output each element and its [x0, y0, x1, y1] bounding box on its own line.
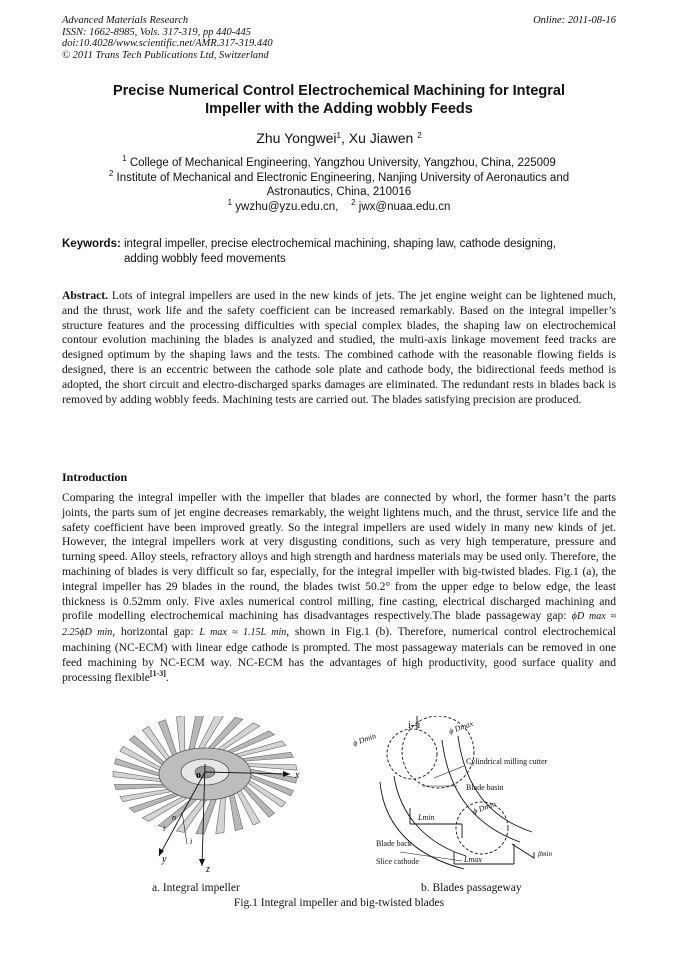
- title-line-2: Impeller with the Adding wobbly Feeds: [205, 101, 473, 117]
- label-beta-min: βmin: [538, 850, 552, 858]
- dmin-circle-left: [387, 729, 437, 779]
- email-1-sup: 1: [227, 197, 233, 207]
- beta-angle: [512, 844, 534, 858]
- formula-dmax: ϕD max ≈ 2.25ϕD min: [62, 611, 616, 639]
- label-dmax: ϕ Dmax: [447, 718, 475, 736]
- copyright: © 2011 Trans Tech Publications Ltd, Switzerland: [62, 49, 269, 61]
- keywords-label: Keywords:: [62, 238, 121, 250]
- affiliations: [62, 156, 616, 214]
- impeller-blade: [245, 764, 297, 771]
- impeller-blade: [114, 784, 167, 789]
- email-2-sup: 2: [351, 197, 356, 207]
- affiliation-2-cont: Astronautics, China, 210016: [266, 186, 412, 198]
- doi: doi:10.4028/www.scientific.net/AMR.317-319.440: [62, 38, 273, 49]
- intro-text-1: Comparing the integral impeller with the impeller that blades are connected by whorl, the former hasn’t the parts joints, the parts sum of jet engine decreases remarkably, the weight lightens much, and the thrust, service life and the safety coefficient have been improved greatly. So the integral impellers are used widely in many new kinds of jet. However, the integral impellers work at very disgusting conditions, such as very high temperature, pressure and turning speed. Alloy steels, refractory alloys and high strength and hardness materials may be used only. Therefore, the machining of blades is very difficult so far, especially, for the integral impeller with big-twisted blades. Fig.1 (a), the integral impeller has 29 blades in the round, the blades twist 50.2° from the upper edge to below edge, the least thickness is 0.52mm only. Five axles numerical control milling, fine casting, electrical discharged machining and profile modelling electrochemical machining has disadvantages respectively.The blade passageway gap:: [62, 491, 616, 623]
- paper-title: [62, 82, 616, 118]
- label-n: n: [172, 813, 176, 822]
- label-blade-back: Blade back: [376, 839, 412, 848]
- label-slice-cathode: Slice cathode: [376, 857, 419, 866]
- label-i-1: i: [163, 824, 166, 833]
- label-x: x: [295, 770, 300, 781]
- author-1-sup: 1: [336, 131, 341, 140]
- online-date: Online: 2011-08-16: [533, 15, 616, 26]
- intro-text-2: , horizontal gap:: [112, 625, 200, 639]
- keywords-line-1: integral impeller, precise electrochemical machining, shaping law, cathode designing,: [124, 238, 557, 250]
- label-section: i--i: [408, 720, 421, 731]
- affil-2-text-1: Institute of Mechanical and Electronic Engineering, Nanjing University of Aeronautics and: [116, 171, 570, 184]
- impeller-drawing: [113, 716, 300, 875]
- title-line-1: Precise Numerical Control Electrochemical Machining for Integral: [112, 83, 566, 99]
- authors: [62, 130, 616, 146]
- journal-header: [62, 15, 273, 61]
- caption-a: a. Integral impeller: [152, 882, 240, 894]
- author-2: Xu Jiawen: [348, 130, 414, 146]
- keywords-line-2: adding wobbly feed movements: [124, 253, 286, 265]
- introduction-heading: Introduction: [62, 470, 128, 484]
- introduction-paragraph: [62, 491, 616, 685]
- author-1: Zhu Yongwei: [256, 130, 337, 146]
- email-1[interactable]: ywzhu@yzu.edu.cn,: [235, 200, 339, 213]
- impeller-blade: [216, 796, 226, 833]
- email-2[interactable]: jwx@nuaa.edu.cn: [358, 200, 451, 213]
- impeller-blade: [248, 769, 297, 784]
- author-2-sup: 2: [417, 131, 422, 140]
- label-blade-basin: Blade basin: [466, 783, 504, 792]
- affil-1-sup: 1: [122, 154, 127, 163]
- author-sep: ,: [340, 130, 349, 146]
- affiliation-1: [62, 156, 616, 171]
- label-lmax: Lmax: [464, 855, 482, 864]
- label-o: o: [196, 770, 201, 781]
- citation[interactable]: [1-3]: [149, 668, 166, 678]
- issn: ISSN: 1662-8985, Vols. 317-319, pp 440-445: [62, 26, 251, 38]
- figure-1: [62, 716, 616, 916]
- intro-end: .: [165, 670, 169, 684]
- blade-back-curve: [380, 782, 464, 869]
- abstract-text: Lots of integral impellers are used in the new kinds of jets. The jet engine weight can be lightened much, and the thrust, work life and the safety coefficient can be increased remarkably. Based on the integral impeller’s structure features and the processing difficulties with special complex blades, the shaping law on electrochemical contour evolution machining the blades is analyzed and studied, the multi-axis linkage movement feed tracks are designed optimum by the shaping laws and the tests. The combined cathode with the reasonable flowing fields is designed, there is an eccentric between the cathode sole plate and cathode body, the bidirectional feeds method is adopted, the short circuit and electro-discharged sparks damages are eliminated. The redundant rests in blades back is removed by adding wobbly feeds. Machining tests are carried out. The blades satisfying precision are produced.: [62, 289, 616, 406]
- abstract: [62, 289, 616, 407]
- affil-1-text: College of Mechanical Engineering, Yangzhou University, Yangzhou, China, 225009: [129, 157, 556, 169]
- intro-text-3: , shown in Fig.1 (b). Therefore, numerical control electrochemical machining (NC-ECM) with linear edge cathode is prompted. The most passageway materials can be removed in one feed machining by NC-ECM way. NC-ECM has the advantages of high productivity, good surface quality and processing flexible: [62, 625, 616, 684]
- emails: [62, 197, 616, 215]
- abstract-label: Abstract.: [62, 289, 109, 302]
- impeller-blade: [176, 716, 184, 753]
- label-y: y: [162, 854, 167, 865]
- label-dmin-left: ϕ Dmin: [351, 731, 378, 748]
- journal-name: Advanced Materials Research: [62, 15, 189, 26]
- label-z: z: [206, 864, 210, 875]
- caption-b: b. Blades passageway: [421, 882, 522, 894]
- formula-lmax: L max ≈ 1.15L min: [199, 627, 287, 639]
- keywords: [62, 237, 616, 267]
- label-cylindrical-cutter: Cylindrical milling cutter: [466, 757, 548, 766]
- affil-2-sup: 2: [108, 168, 114, 178]
- label-lmin: Lmin: [418, 813, 435, 822]
- label-dmin-right: ϕ Dmin: [471, 799, 498, 816]
- label-i-2: i: [190, 837, 193, 846]
- affiliation-2: [62, 168, 616, 186]
- figure-caption: Fig.1 Integral impeller and big-twisted blades: [233, 897, 445, 909]
